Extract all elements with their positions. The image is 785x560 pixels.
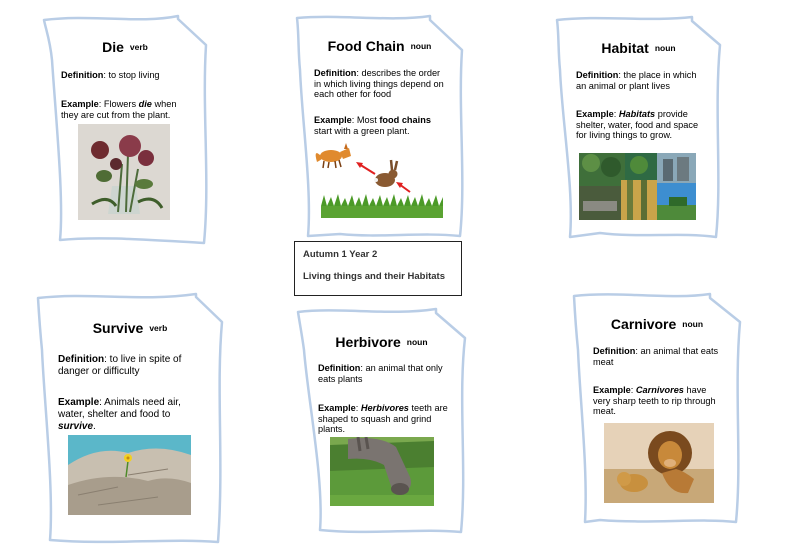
carnivore-definition: Definition: an animal that eats meat <box>593 346 719 367</box>
herbivore-example: Example: Herbivores teeth are shaped to squash and grind plants. <box>318 403 448 435</box>
herbivore-heading <box>298 334 465 352</box>
definition-label: Definition <box>318 363 361 373</box>
example-label: Example <box>314 115 352 125</box>
example-keyword: survive <box>58 421 94 432</box>
carnivore-example: Example: Carnivores have very sharp teeth to rip through meat. <box>593 385 716 417</box>
die-definition: Definition: to stop living <box>61 70 160 80</box>
food-chain-part-of-speech: noun <box>410 41 432 51</box>
definition-label: Definition <box>58 354 105 365</box>
habitats-collage-image <box>579 153 696 220</box>
die-word: Die <box>102 39 124 55</box>
carnivore-word: Carnivore <box>610 316 677 332</box>
example-keyword: Carnivores <box>635 385 684 395</box>
food-chain-definition: Definition: describes the order in which living things depend on each other for food <box>314 68 444 100</box>
habitat-word: Habitat <box>601 40 649 56</box>
example-keyword: Herbivores <box>360 403 409 413</box>
survive-example: Example: Animals need air, water, shelter and food to survive. <box>58 397 181 432</box>
habitat-definition: Definition: the place in which an animal or plant lives <box>576 70 697 91</box>
carnivore-part-of-speech: noun <box>682 319 704 329</box>
example-label: Example <box>58 397 100 408</box>
definition-label: Definition <box>576 70 619 80</box>
term-label: Autumn 1 Year 2 <box>303 249 378 260</box>
habitat-card <box>557 20 720 238</box>
grass-icon <box>321 194 443 218</box>
survive-part-of-speech: verb <box>149 323 168 333</box>
herbivore-card <box>298 312 465 532</box>
carnivore-card <box>574 296 740 522</box>
die-part-of-speech: verb <box>129 42 148 52</box>
food-chain-card <box>297 18 462 238</box>
rabbit-icon <box>374 160 398 187</box>
habitat-example: Example: Habitats provide shelter, water, food and space for living things to grow. <box>576 109 699 141</box>
unit-info-box <box>294 241 462 296</box>
topic-label: Living things and their Habitats <box>303 271 445 282</box>
wilted-roses-image <box>78 124 170 220</box>
lions-image <box>604 423 714 503</box>
die-card <box>44 20 206 244</box>
example-keyword: Habitats <box>618 109 656 119</box>
herbivore-part-of-speech: noun <box>406 337 428 347</box>
food-chain-example: Example: Most food chains start with a green plant. <box>314 115 431 136</box>
carnivore-heading <box>574 316 740 334</box>
habitat-heading <box>557 40 720 58</box>
example-label: Example <box>593 385 631 395</box>
fox-icon <box>316 143 351 168</box>
example-keyword: food chains <box>379 115 431 125</box>
fox-rabbit-grass-diagram <box>315 140 445 220</box>
definition-label: Definition <box>61 70 104 80</box>
example-label: Example <box>576 109 614 119</box>
survive-card <box>38 298 222 542</box>
example-label: Example <box>61 99 99 109</box>
definition-label: Definition <box>593 346 636 356</box>
herbivore-word: Herbivore <box>335 334 401 350</box>
die-heading <box>44 39 206 57</box>
donkey-grazing-image <box>330 437 434 506</box>
die-example: Example: Flowers die when they are cut from the plant. <box>61 99 177 120</box>
food-chain-word: Food Chain <box>327 38 405 54</box>
definition-label: Definition <box>314 68 357 78</box>
survive-word: Survive <box>92 320 144 336</box>
flower-on-rock-image <box>68 435 191 515</box>
survive-heading <box>38 320 222 338</box>
example-keyword: die <box>138 99 152 109</box>
habitat-part-of-speech: noun <box>654 43 676 53</box>
example-label: Example <box>318 403 356 413</box>
survive-definition: Definition: to live in spite of danger or difficulty <box>58 354 182 377</box>
food-chain-heading <box>297 38 462 56</box>
herbivore-definition: Definition: an animal that only eats plants <box>318 363 443 384</box>
